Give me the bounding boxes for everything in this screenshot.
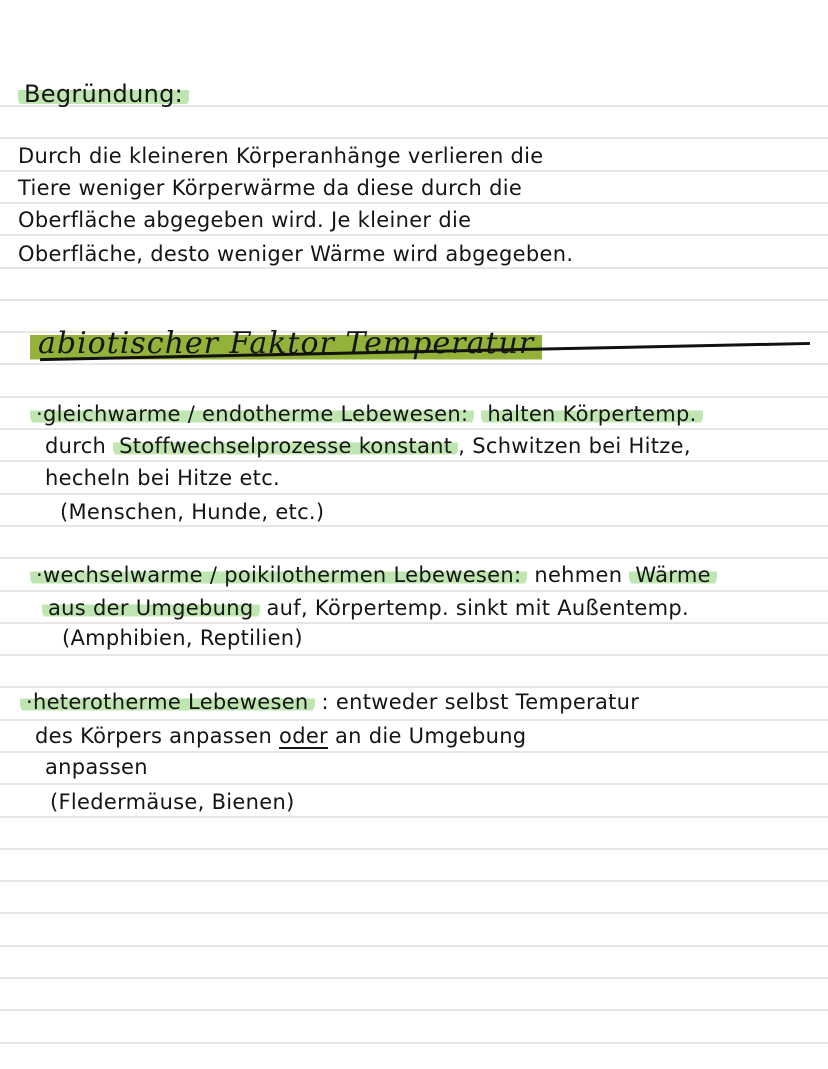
ruled-line [0, 1042, 828, 1044]
section-poikilotherm-line2 [42, 596, 689, 620]
section-heterotherm-line3: anpassen [45, 755, 148, 779]
ruled-line [0, 170, 828, 172]
section-endotherm-line2 [45, 434, 691, 458]
ruled-line [0, 654, 828, 656]
ruled-line [0, 816, 828, 818]
heading-text: abiotischer Faktor Temperatur [30, 326, 542, 361]
ruled-line [0, 267, 828, 269]
ruled-line [0, 137, 828, 139]
title-text: Begründung: [18, 80, 189, 108]
paragraph-line: Durch die kleineren Körperanhänge verlieren die [18, 144, 544, 168]
ruled-line [0, 493, 828, 495]
ruled-line [0, 622, 828, 624]
text: an die Umgebung [334, 724, 527, 748]
ruled-line [0, 525, 828, 527]
highlighted-text: Wärme [629, 563, 716, 587]
ruled-line [0, 912, 828, 914]
section-heterotherm-examples: (Fledermäuse, Bienen) [50, 790, 295, 814]
underlined-text: oder [279, 724, 328, 748]
section-endotherm-examples: (Menschen, Hunde, etc.) [60, 500, 325, 524]
text: nehmen [534, 563, 623, 587]
ruled-line [0, 234, 828, 236]
section-endotherm-line3: hecheln bei Hitze etc. [45, 466, 281, 490]
paragraph-line: Oberfläche abgegeben wird. Je kleiner die [18, 208, 472, 232]
ruled-line [0, 363, 828, 365]
section-heterotherm-line2 [35, 724, 526, 748]
text: : entweder selbst Temperatur [321, 690, 640, 714]
ruled-line [0, 202, 828, 204]
ruled-line [0, 880, 828, 882]
text: , Schwitzen bei Hitze, [458, 434, 691, 458]
title [18, 80, 189, 108]
ruled-line [0, 428, 828, 430]
ruled-line [0, 299, 828, 301]
ruled-line [0, 396, 828, 398]
term-heterotherm: ·heterotherme Lebewesen [20, 690, 315, 714]
ruled-line [0, 590, 828, 592]
term-poikilotherm: ·wechselwarme / poikilothermen Lebewesen: [30, 563, 527, 587]
ruled-line [0, 945, 828, 947]
section-poikilotherm-line1 [30, 563, 717, 587]
ruled-line [0, 977, 828, 979]
ruled-line [0, 848, 828, 850]
ruled-line [0, 1009, 828, 1011]
highlighted-text: Stoffwechselprozesse konstant [113, 434, 458, 458]
paragraph-line: Tiere weniger Körperwärme da diese durch die [18, 176, 523, 200]
ruled-line [0, 783, 828, 785]
ruled-line [0, 460, 828, 462]
ruled-line [0, 557, 828, 559]
highlighted-text: aus der Umgebung [42, 596, 260, 620]
ruled-line [0, 751, 828, 753]
paragraph-line: Oberfläche, desto weniger Wärme wird abgegeben. [18, 242, 574, 266]
section-endotherm-line1 [30, 402, 703, 426]
text: auf, Körpertemp. sinkt mit Außentemp. [266, 596, 690, 620]
text: durch [45, 434, 107, 458]
term-endotherm: ·gleichwarme / endotherme Lebewesen: [30, 402, 474, 426]
text: des Körpers anpassen [35, 724, 273, 748]
text: halten Körpertemp. [481, 402, 702, 426]
ruled-line [0, 686, 828, 688]
section-heterotherm-line1 [20, 690, 639, 714]
ruled-line [0, 719, 828, 721]
section-poikilotherm-examples: (Amphibien, Reptilien) [62, 626, 303, 650]
